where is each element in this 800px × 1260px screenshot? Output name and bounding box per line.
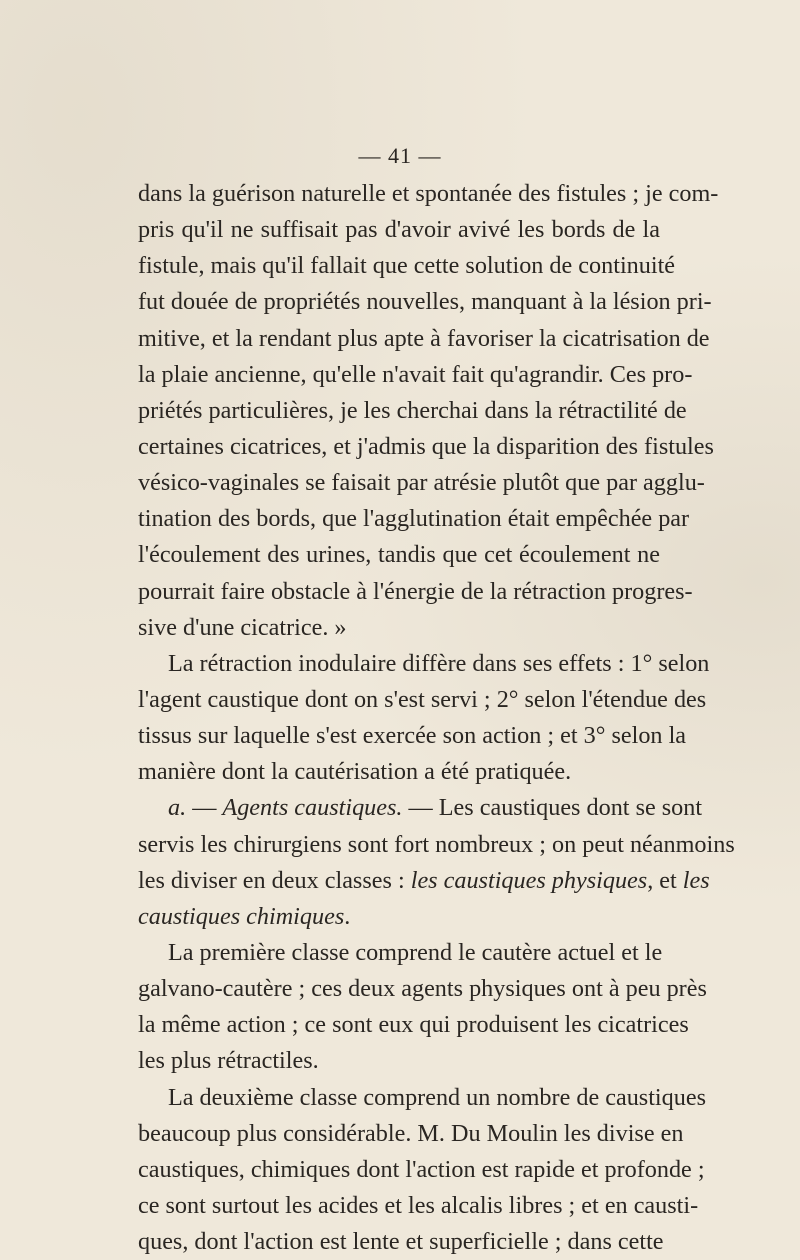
text-line: ce sont surtout les acides et les alcalis libres ; et en causti-: [138, 1191, 699, 1219]
text-line: dans la guérison naturelle et spontanée des fistules ; je com-: [138, 180, 719, 207]
text-line: tination des bords, que l'agglutination était empêchée par: [138, 505, 690, 533]
text-line: ques, dont l'action est lente et superficielle ; dans cette: [138, 1228, 664, 1256]
text-line: certaines cicatrices, et j'admis que la disparition des fistules: [138, 432, 714, 460]
text-line: galvano-cautère ; ces deux agents physiques ont à peu près: [138, 975, 707, 1003]
text-line: manière dont la cautérisation a été pratiquée.: [138, 758, 572, 786]
text-line: beaucoup plus considérable. M. Du Moulin les divise en: [138, 1119, 684, 1147]
paragraph-start-line: La deuxième classe comprend un nombre de caustiques: [168, 1083, 706, 1111]
text-line: caustiques chimiques.: [138, 902, 351, 930]
text-line: pourrait faire obstacle à l'énergie de la rétraction progres-: [138, 577, 693, 605]
text-line: la plaie ancienne, qu'elle n'avait fait qu'agrandir. Ces pro-: [138, 360, 693, 388]
italic-term: caustiques chimiques: [138, 902, 345, 930]
text-line: fut douée de propriétés nouvelles, manquant à la lésion pri-: [138, 288, 712, 316]
text-line: la même action ; ce sont eux qui produisent les cicatrices: [138, 1011, 689, 1039]
text-line: vésico-vaginales se faisait par atrésie plutôt que par agglu-: [138, 469, 705, 497]
text-line: servis les chirurgiens sont fort nombreux ; on peut néanmoins: [138, 830, 735, 858]
italic-term: les caustiques physiques: [410, 866, 648, 894]
text-line: caustiques, chimiques dont l'action est rapide et profonde ;: [138, 1155, 705, 1183]
paragraph-start-line: La première classe comprend le cautère actuel et le: [168, 938, 663, 966]
text-line: les plus rétractiles.: [138, 1047, 319, 1075]
section-heading-line: a. — Agents caustiques. — Les caustiques dont se sont: [168, 794, 703, 822]
paragraph-start-line: La rétraction inodulaire diffère dans ses effets : 1° selon: [168, 649, 710, 677]
text-line: l'écoulement des urines, tandis que cet écoulement ne: [138, 541, 660, 569]
body-text: [138, 176, 735, 1260]
italic-term: les: [682, 866, 710, 894]
italic-term: a.: [168, 794, 187, 822]
text-line: priétés particulières, je les cherchai dans la rétractilité de: [138, 396, 687, 424]
text-line: les diviser en deux classes : les caustiques physiques, et les: [138, 866, 710, 894]
text-line: tissus sur laquelle s'est exercée son action ; et 3° selon la: [138, 722, 687, 750]
text-line: mitive, et la rendant plus apte à favoriser la cicatrisation de: [138, 324, 710, 352]
text-line: sive d'une cicatrice. »: [138, 613, 347, 641]
text-line: pris qu'il ne suffisait pas d'avoir avivé les bords de la: [138, 216, 660, 244]
italic-term: Agents caustiques.: [222, 794, 403, 822]
text-line: l'agent caustique dont on s'est servi ; 2° selon l'étendue des: [138, 685, 707, 713]
page-number: — 41 —: [358, 143, 442, 168]
text-line: fistule, mais qu'il fallait que cette solution de continuité: [138, 252, 676, 280]
